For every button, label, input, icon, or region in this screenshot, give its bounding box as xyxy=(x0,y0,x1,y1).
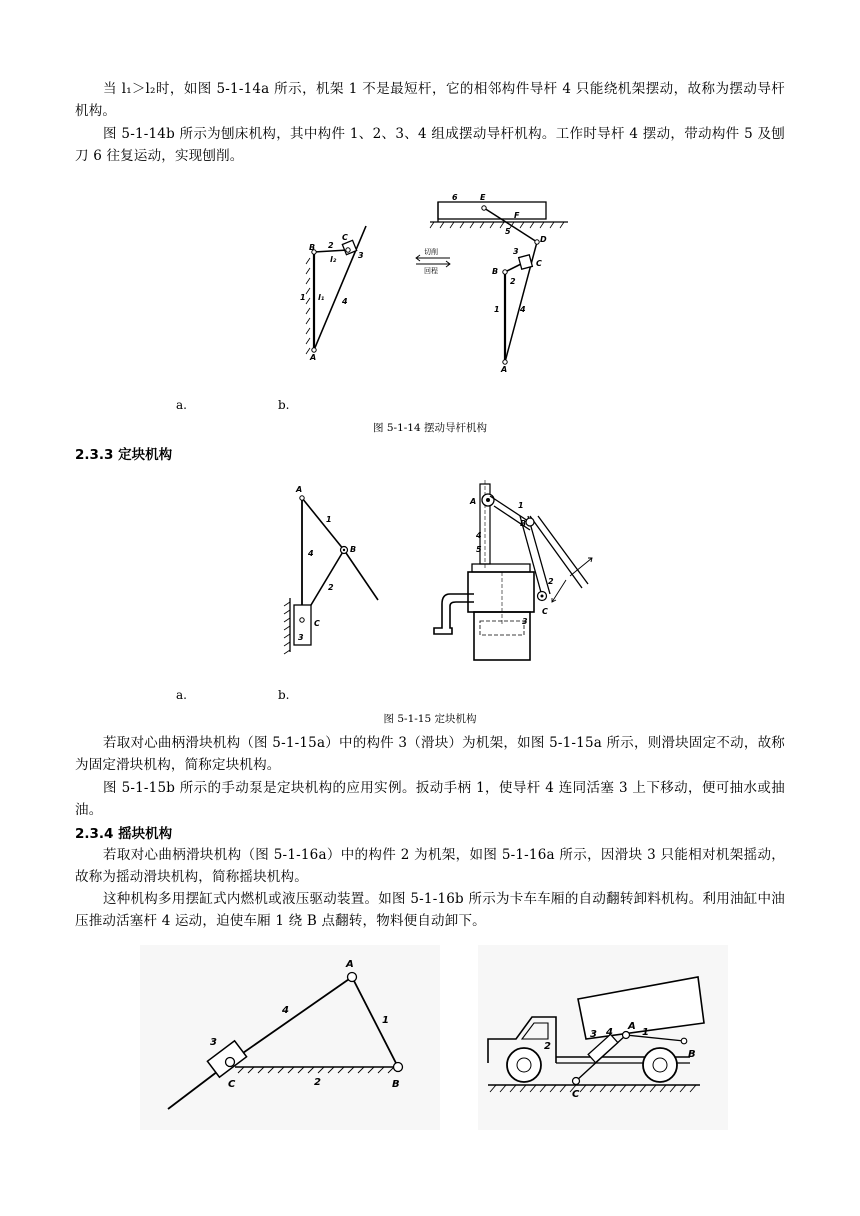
svg-text:C: C xyxy=(536,259,542,268)
svg-text:B: B xyxy=(688,1049,696,1060)
svg-text:5: 5 xyxy=(505,227,511,236)
svg-text:3: 3 xyxy=(513,247,519,256)
svg-text:F: F xyxy=(514,211,520,220)
svg-text:4: 4 xyxy=(520,305,526,314)
figure-5-1-16a xyxy=(140,945,440,1130)
svg-text:1: 1 xyxy=(382,1015,389,1026)
fig14-caption: 图 5-1-14 摆动导杆机构 xyxy=(373,422,487,434)
svg-text:A: A xyxy=(296,485,303,494)
svg-text:A: A xyxy=(346,959,354,970)
figure-5-1-14b xyxy=(410,192,570,372)
svg-text:4: 4 xyxy=(282,1005,289,1016)
svg-text:l₁: l₁ xyxy=(318,293,325,302)
svg-text:C: C xyxy=(572,1089,580,1100)
svg-text:4: 4 xyxy=(476,531,482,540)
paragraph-4: 图 5-1-15b 所示的手动泵是定块机构的应用实例。扳动手柄 1，使导杆 4 连同活塞 3 上下移动，便可抽水或抽油。 xyxy=(75,780,785,818)
svg-text:B: B xyxy=(350,545,357,554)
svg-text:4: 4 xyxy=(342,297,348,306)
paragraph-1: 当 l₁＞l₂时，如图 5-1-14a 所示，机架 1 不是最短杆，它的相邻构件导杆 4 只能绕机架摆动，故称为摆动导杆机构。 xyxy=(75,81,785,119)
svg-text:A: A xyxy=(501,365,508,374)
figure-5-1-15b xyxy=(430,476,600,661)
svg-text:3: 3 xyxy=(590,1029,597,1040)
svg-text:1: 1 xyxy=(494,305,500,314)
svg-text:4: 4 xyxy=(606,1027,613,1038)
svg-text:6: 6 xyxy=(452,193,458,202)
svg-text:A: A xyxy=(628,1021,636,1032)
svg-text:1: 1 xyxy=(300,293,306,302)
svg-text:2: 2 xyxy=(314,1077,321,1088)
fig14-sublabel-a: a. xyxy=(176,398,187,412)
svg-text:B: B xyxy=(309,243,316,252)
figure-5-1-16b xyxy=(478,945,728,1130)
svg-text:1: 1 xyxy=(518,501,524,510)
svg-text:A: A xyxy=(310,353,317,362)
svg-text:2: 2 xyxy=(544,1041,551,1052)
paragraph-3: 若取对心曲柄滑块机构（图 5-1-15a）中的构件 3（滑块）为机架，如图 5-1-15a 所示，则滑块固定不动，故称为固定滑块机构，简称定块机构。 xyxy=(75,735,785,773)
fig15-sublabel-b: b. xyxy=(278,688,290,702)
svg-text:C: C xyxy=(542,607,548,616)
svg-text:B: B xyxy=(492,267,499,276)
cut-label: 切削 xyxy=(424,248,438,256)
fig15-sublabel-a: a. xyxy=(176,688,187,702)
svg-text:5: 5 xyxy=(476,545,482,554)
svg-text:3: 3 xyxy=(210,1037,217,1048)
paragraph-5: 若取对心曲柄滑块机构（图 5-1-16a）中的构件 2 为机架，如图 5-1-16a 所示，因滑块 3 只能相对机架摇动，故称为摇动滑块机构，简称摇块机构。 xyxy=(75,847,785,885)
svg-text:2: 2 xyxy=(328,583,334,592)
paragraph-2: 图 5-1-14b 所示为刨床机构，其中构件 1、2、3、4 组成摆动导杆机构。工作时导杆 4 摆动，带动构件 5 及刨刀 6 往复运动，实现刨削。 xyxy=(75,126,785,164)
svg-text:C: C xyxy=(342,233,348,242)
svg-text:E: E xyxy=(480,193,486,202)
svg-text:1: 1 xyxy=(326,515,332,524)
svg-text:1: 1 xyxy=(642,1027,649,1038)
svg-text:A: A xyxy=(470,497,477,506)
svg-text:4: 4 xyxy=(308,549,314,558)
return-label: 回程 xyxy=(424,267,438,275)
svg-text:3: 3 xyxy=(522,617,528,626)
fig14-sublabel-b: b. xyxy=(278,398,290,412)
svg-text:B: B xyxy=(392,1079,400,1090)
svg-text:D: D xyxy=(540,235,547,244)
svg-text:2: 2 xyxy=(328,241,334,250)
fig15-caption: 图 5-1-15 定块机构 xyxy=(383,713,477,725)
svg-text:3: 3 xyxy=(358,251,364,260)
figure-5-1-15a xyxy=(280,480,390,660)
figure-5-1-14a xyxy=(300,222,380,362)
svg-text:B: B xyxy=(520,519,527,528)
paragraph-6: 这种机构多用摆缸式内燃机或液压驱动装置。如图 5-1-16b 所示为卡车车厢的自动翻转卸料机构。利用油缸中油压推动活塞杆 4 运动，迫使车厢 1 绕 B 点翻转，物料便自动卸下。 xyxy=(75,891,785,929)
svg-text:3: 3 xyxy=(298,633,304,642)
section-heading-2-3-3: 2.3.3 定块机构 xyxy=(75,447,173,463)
svg-text:2: 2 xyxy=(510,277,516,286)
svg-text:2: 2 xyxy=(548,577,554,586)
svg-text:C: C xyxy=(228,1079,236,1090)
section-heading-2-3-4: 2.3.4 摇块机构 xyxy=(75,826,173,842)
svg-text:C: C xyxy=(314,619,320,628)
svg-text:l₂: l₂ xyxy=(330,255,337,264)
